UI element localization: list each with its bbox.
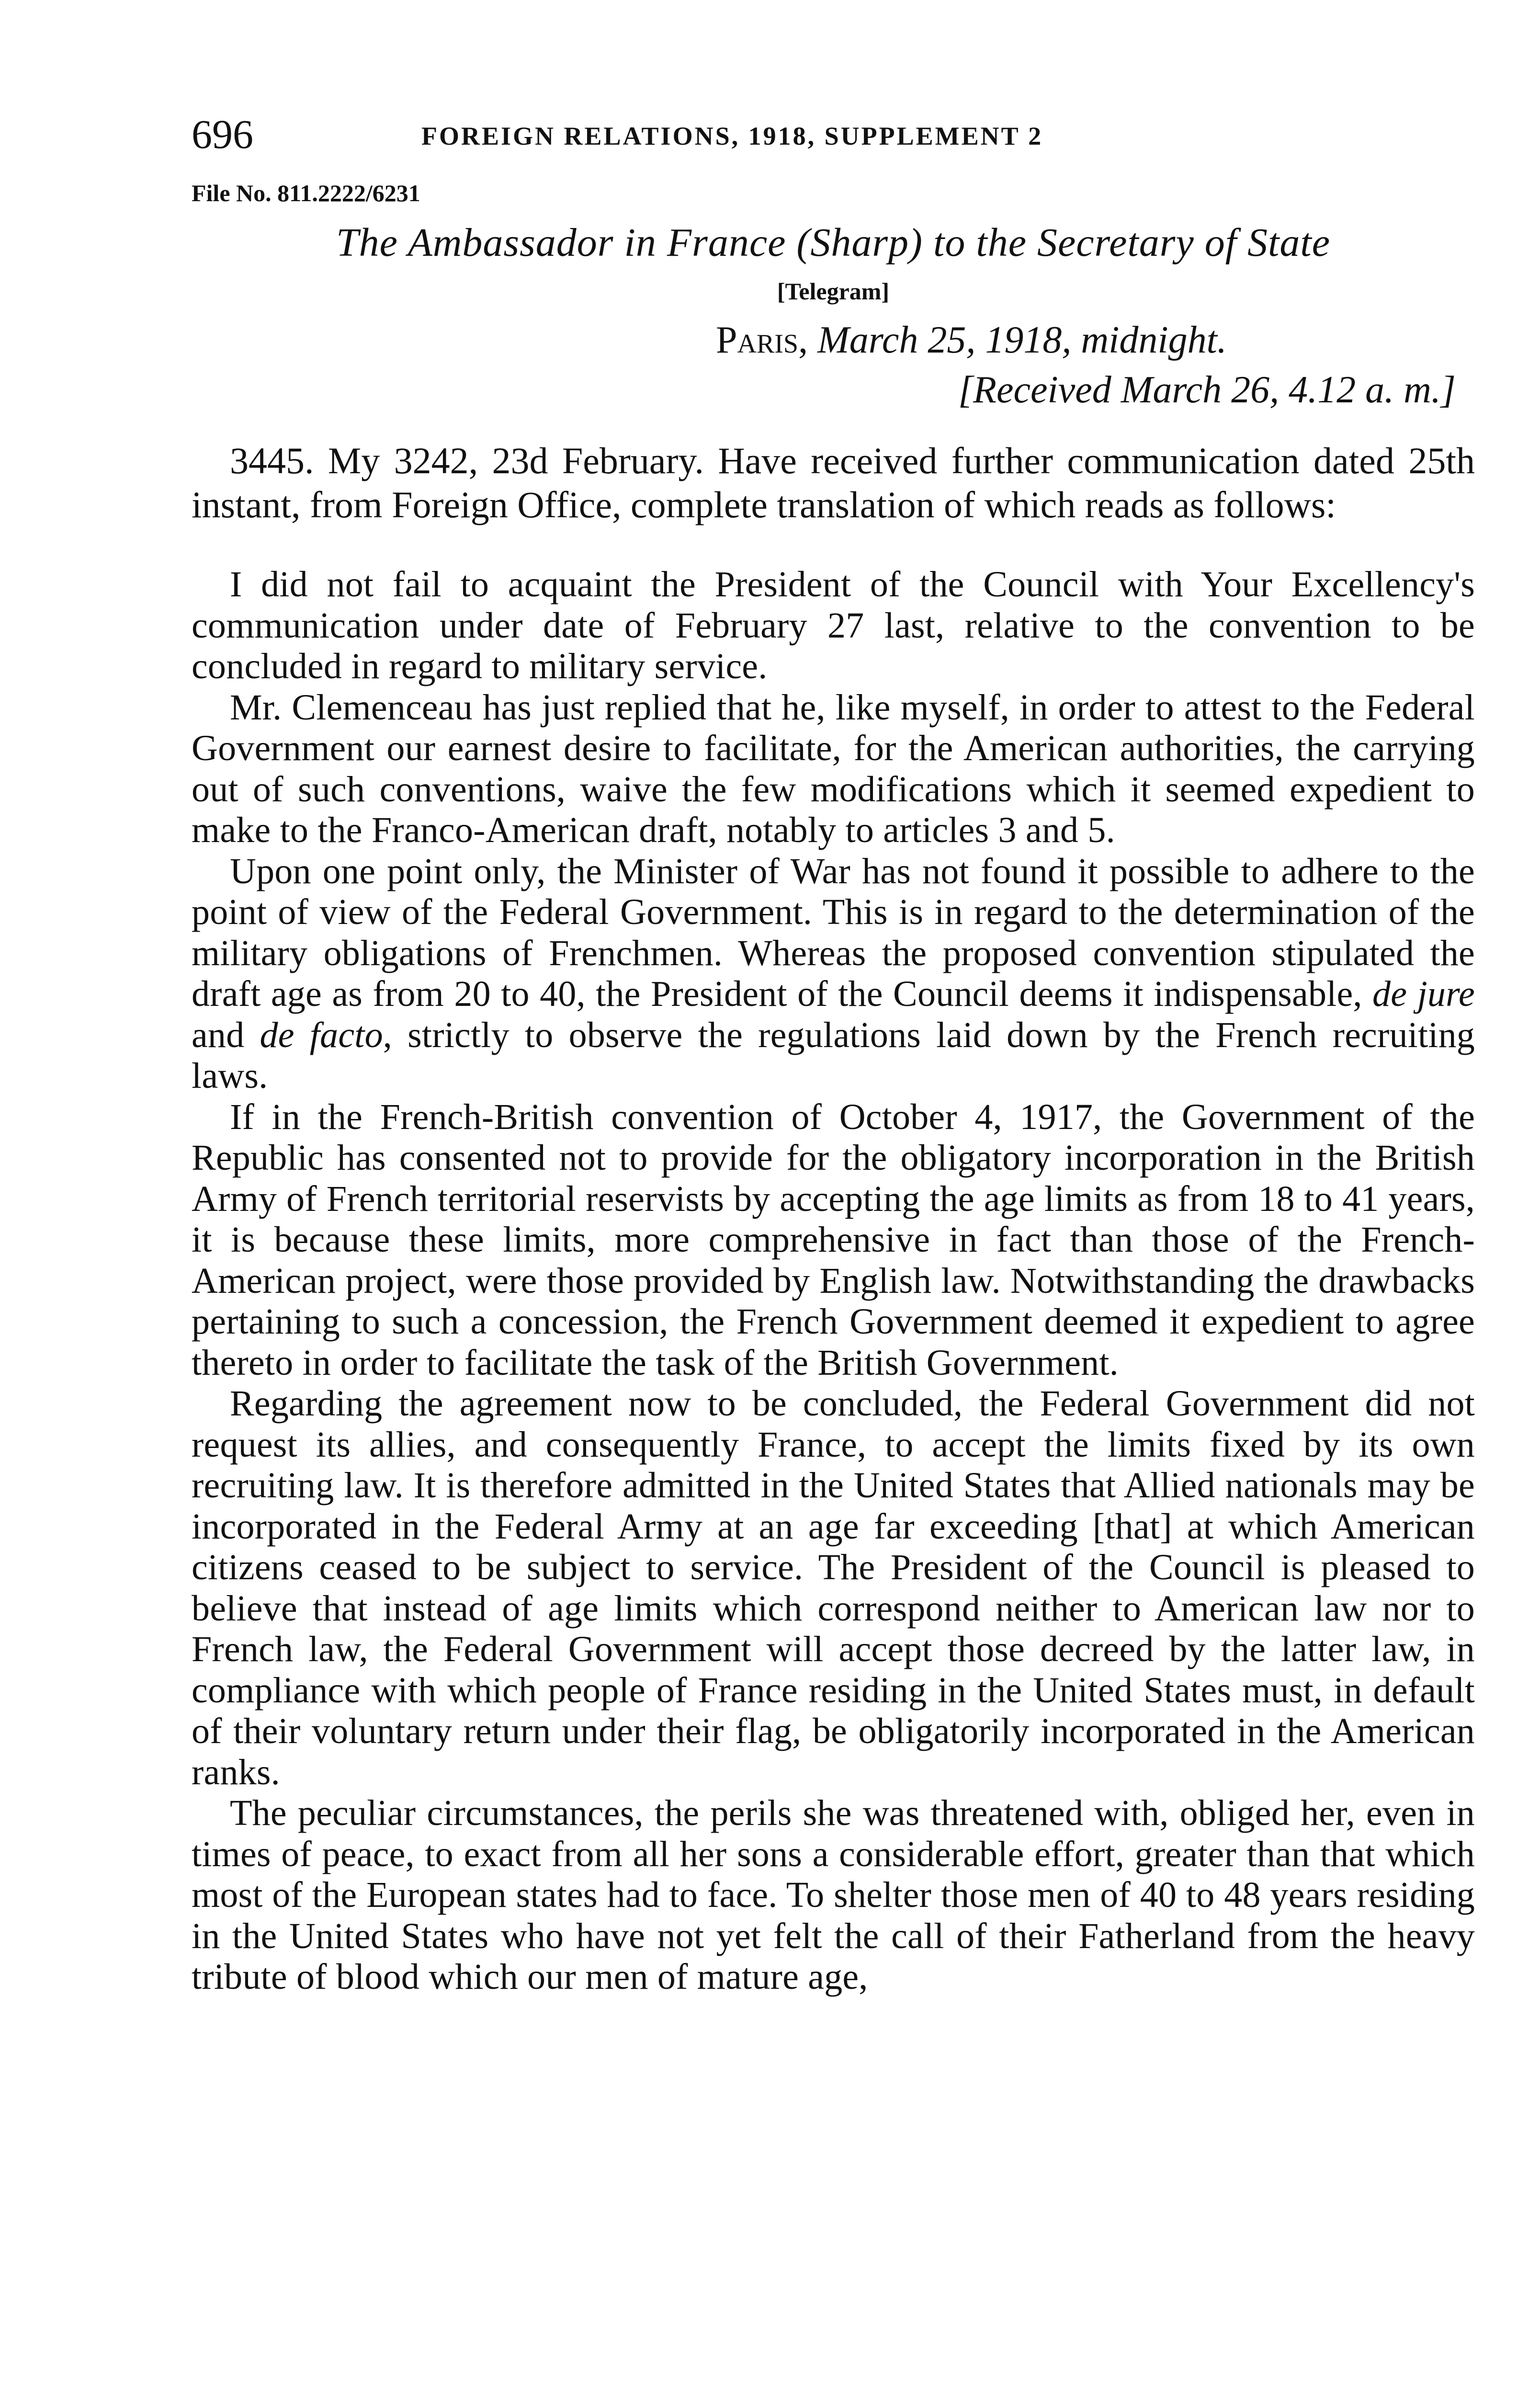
- document-type: [Telegram]: [777, 278, 890, 305]
- file-number: File No. 811.2222/6231: [192, 180, 420, 206]
- quote-paragraph-4: If in the French-British convention of October 4, 1917, the Government of the Republic has consented not to provide for the obligatory incorporation in the British Army of French territorial reservists by accepting the age limits as from 18 to 41 years, it is because these limits, more comprehensive in fact than those of the French-American project, were those provided by English law. Notwithstanding the drawbacks pertaining to such a concession, the French Government deemed it expedient to agree thereto in order to facilitate the task of the British Government.: [192, 1096, 1475, 1383]
- quote-paragraph-3-text-a: Upon one point only, the Minister of War has not found it possible to adhere to the point of view of the Federal Government. This is in regard to the determination of the military obligations of Frenchmen. Whereas the proposed convention stipulated the draft age as from 20 to 40, the President of the Council deems it indispensable,: [192, 851, 1475, 1014]
- dateline-place: Paris,: [716, 319, 808, 361]
- quote-paragraph-3-text-b: , strictly to observe the regulations laid down by the French recruiting laws.: [192, 1015, 1475, 1096]
- quote-paragraph-3: [192, 851, 1475, 1097]
- telegram-intro: 3445. My 3242, 23d February. Have received further communication dated 25th instant, from Foreign Office, complete translation of which reads as follows:: [192, 440, 1475, 525]
- received-note: [Received March 26, 4.12 a. m.]: [958, 369, 1456, 411]
- quote-paragraph-1: I did not fail to acquaint the President of the Council with Your Excellency's communication under date of February 27 last, relative to the convention to be concluded in regard to military service.: [192, 564, 1475, 686]
- quoted-communication: [192, 564, 1475, 1998]
- latin-de-jure: de jure: [1372, 974, 1475, 1014]
- quote-paragraph-3-and: and: [192, 1015, 245, 1055]
- dateline-date: March 25, 1918, midnight.: [817, 319, 1227, 361]
- page-header: [192, 110, 1475, 172]
- document-title: The Ambassador in France (Sharp) to the Secretary of State: [336, 220, 1331, 265]
- quote-paragraph-5: Regarding the agreement now to be concluded, the Federal Government did not request its allies, and consequently France, to accept the limits fixed by its own recruiting law. It is therefore admitted in the United States that Allied nationals may be incorporated in the Federal Army at an age far exceeding [that] at which American citizens ceased to be subject to service. The President of the Council is pleased to believe that instead of age limits which correspond neither to American law nor to French law, the Federal Government will accept those decreed by the latter law, in compliance with which people of France residing in the United States must, in default of their voluntary return under their flag, be obligatorily incorporated in the American ranks.: [192, 1383, 1475, 1792]
- quote-paragraph-6: The peculiar circumstances, the perils she was threatened with, obliged her, even in times of peace, to exact from all her sons a considerable effort, greater than that which most of the European states had to face. To shelter those men of 40 to 48 years residing in the United States who have not yet felt the call of their Fatherland from the heavy tribute of blood which our men of mature age,: [192, 1793, 1475, 1997]
- running-title: FOREIGN RELATIONS, 1918, SUPPLEMENT 2: [421, 122, 1043, 150]
- quote-paragraph-2: Mr. Clemenceau has just replied that he, like myself, in order to attest to the Federal Government our earnest desire to facilitate, for the American authorities, the carrying out of such conventions, waive the few modifications which it seemed expedient to make to the Franco-American draft, notably to articles 3 and 5.: [192, 687, 1475, 850]
- document-page: [192, 110, 1475, 1998]
- latin-de-facto: de facto: [260, 1015, 383, 1055]
- page-number: 696: [192, 111, 253, 157]
- dateline: [716, 315, 1475, 365]
